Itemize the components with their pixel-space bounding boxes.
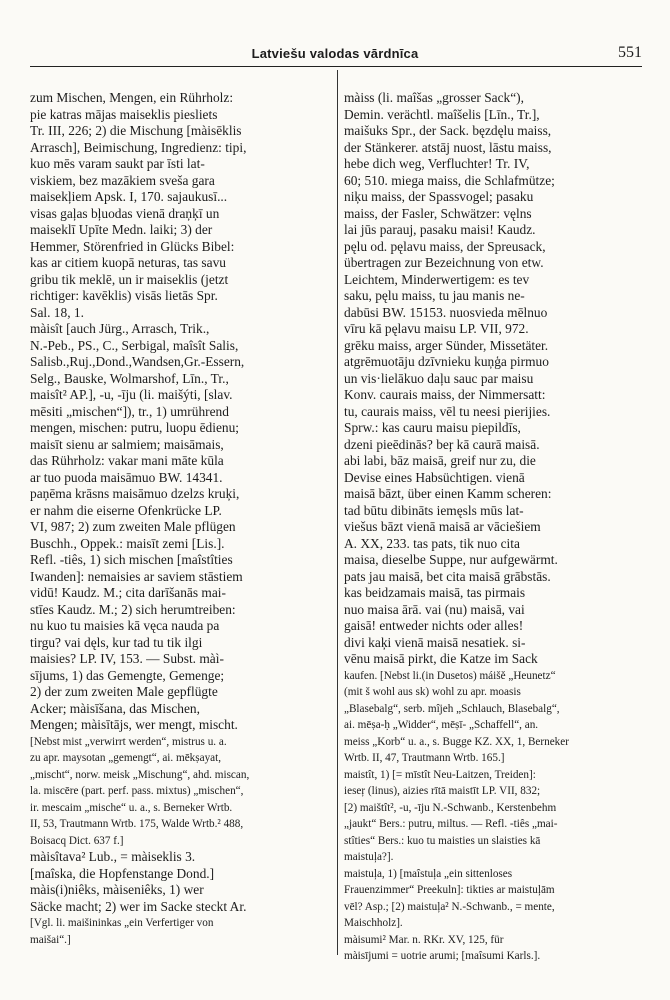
left-column — [30, 90, 330, 948]
text-line: Konv. caurais maiss, der Nimmersatt: — [344, 387, 546, 402]
text-line: mengen, mischen: putru, luopu ēdienu; — [30, 420, 239, 435]
text-line: Sal. 18, 1. — [30, 304, 84, 320]
text-line: abi labi, bāz maisā, greif nur zu, die — [344, 453, 536, 468]
text-line: Sprw.: kas cauru maisu piepildīs, — [344, 420, 521, 435]
text-line: vēl? Asp.; [2) maistuļa² N.-Schwanb., = mente, — [344, 900, 555, 913]
text-line: das Rührholz: vakar mani māte kūla — [30, 453, 224, 468]
text-line: „mischt“, norw. meisk „Mischung“, ahd. miscan, — [30, 768, 250, 781]
text-line: zu apr. maysotan „gemengt“, ai. mēkṣayat, — [30, 752, 222, 764]
text-line: [2) maištît², -u, -īju N.-Schwanb., Kerstenbehm — [344, 801, 557, 814]
text-line: dzeni pieēdinās? beŗ kā caurā maisā. — [344, 436, 540, 452]
text-line: nuo maisa ārā. vai (nu) maisā, vai — [344, 601, 525, 617]
text-line: Salisb.,Ruj.,Dond.,Wandsen,Gr.-Essern, — [30, 354, 245, 369]
text-line: màisît [auch Jürg., Arrasch, Trik., — [30, 321, 210, 336]
text-line: maisa, dieselbe Suppe, nur aufgewärmt. — [344, 552, 558, 567]
text-line: Boisacq Dict. 637 f.] — [30, 834, 124, 847]
text-line: ar tuo puoda maisāmuo BW. 14341. — [30, 469, 223, 485]
text-line: kuo mēs varam saukt par īsti lat- — [30, 156, 205, 171]
text-line: kaufen. [Nebst li.(in Dusetos) máišě „Heunetz“ — [344, 669, 556, 682]
text-line: vēnu maisā pirkt, die Katze im Sack — [344, 651, 538, 666]
text-line: meiss „Korb“ u. a., s. Bugge KZ. XX, 1, Berneker — [344, 735, 569, 748]
text-line: N.-Peb., PS., C., Serbigal, maîsît Salis, — [30, 337, 239, 353]
text-line: „Blasebalg“, serb. mîjeh „Schlauch, Blasebalg“, — [344, 702, 560, 715]
text-line: mēsiti „mischen“]), tr., 1) umrührend — [30, 403, 229, 419]
text-line: VI, 987; 2) zum zweiten Male pflügen — [30, 519, 236, 534]
text-line: Wrtb. II, 47, Trautmann Wrtb. 165.] — [344, 752, 505, 764]
text-line: màisumi² Mar. n. RKr. XV, 125, für — [344, 933, 504, 946]
text-line: atgrēmuotāju dzīvnieku kuņģa pirmuo — [344, 354, 549, 369]
text-line: vīru kā pęlavu maisu LP. VII, 972. — [344, 321, 529, 336]
text-line: Buschh., Oppek.: maisīt zemi [Lis.]. — [30, 535, 225, 551]
text-line: maisies? LP. IV, 153. — Subst. màì- — [30, 651, 224, 666]
text-line: Iwanden]: nemaisies ar saviem stāstiem — [30, 568, 243, 584]
text-line: nu kuo tu maisies kā vęca nauda pa — [30, 618, 220, 633]
text-line: gribu tik meklē, un ir maiseklis (jetzt — [30, 271, 229, 287]
text-line: Acker; màisīšana, das Mischen, — [30, 700, 200, 716]
page-number: 551 — [618, 44, 642, 61]
text-line: maišuks Spr., der Sack. bęzdęlu maiss, — [344, 123, 552, 138]
text-line: Säcke macht; 2) wer im Sacke steckt Ar. — [30, 898, 247, 914]
text-line: übertragen zur Bezeichnung von etw. — [344, 255, 544, 270]
text-line: Refl. -tiês, 1) sich mischen [maîstîties — [30, 552, 233, 567]
text-line: ai. mēṣa-ḥ „Widder“, mēṣī- „Schaffell“, an. — [344, 719, 539, 731]
text-line: kas ar citiem kuopā neturas, tas savu — [30, 255, 226, 270]
text-line: ir. mescaim „mische“ u. a., s. Berneker Wrtb. — [30, 801, 233, 814]
text-line: Tr. III, 226; 2) die Mischung [màisēklis — [30, 123, 242, 138]
page-title: Latviešu valodas vārdnīca — [251, 46, 419, 61]
text-line: maistuļa?]. — [344, 851, 394, 863]
text-line: sījums, 1) das Gemengte, Gemenge; — [30, 667, 225, 683]
text-line: pie katras mājas maiseklis piesliets — [30, 106, 218, 122]
text-line: un vis·lielākuo daļu sauc par maisu — [344, 370, 534, 386]
text-line: paņēma krāsns maisāmuo dzelzs kruķi, — [30, 486, 240, 501]
page-header — [0, 44, 670, 66]
text-line: A. XX, 233. tas pats, tik nuo cita — [344, 535, 520, 551]
text-line: zum Mischen, Mengen, ein Rührholz: — [30, 90, 234, 105]
text-line: maišai“.] — [30, 933, 71, 946]
text-line: hebe dich weg, Verfluchter! Tr. IV, — [344, 156, 530, 171]
text-line: tu, caurais maiss, vēl tu neesi pierijies. — [344, 403, 551, 419]
text-line: „jaukt“ Bers.: putru, miltus. — Refl. -tiês „mai- — [344, 818, 558, 830]
text-line: [Vgl. li. maišininkas „ein Verfertiger von — [30, 917, 214, 929]
text-line: Selg., Bauske, Wolmarshof, Līn., Tr., — [30, 370, 229, 386]
text-line: maiseklī Upīte Medn. laiki; 3) der — [30, 222, 213, 237]
right-column — [344, 90, 644, 965]
text-line: Leichtem, Minderwertigem: es tev — [344, 271, 530, 287]
text-line: viešus bāzt vienā maisā ar vāciešiem — [344, 519, 541, 534]
text-line: la. miscēre (part. perf. pass. mixtus) „mischen“, — [30, 785, 244, 797]
text-line: Devise eines Habsüchtigen. vienā — [344, 469, 525, 485]
text-line: ieseŗ (linus), aizies rītā maistīt LP. VII, 832; — [344, 785, 541, 797]
text-line: maisekļiem Apsk. I, 170. sajaukusī... — [30, 189, 228, 204]
text-line: tirgu? vai dęls, kur tad tu tik ilgi — [30, 634, 203, 650]
text-line: lai jūs parauj, pasaku maisi! Kaudz. — [344, 222, 536, 237]
header-rule — [30, 66, 642, 67]
text-line: saku, pęlu maiss, tu jau manis ne- — [344, 288, 525, 303]
text-line: pęlu od. pęlavu maiss, der Spreusack, — [344, 238, 546, 254]
text-line: pats jau maisā, bet cita maisā grābstās. — [344, 568, 551, 584]
text-line: der Stänkerer. atstāj nuost, lāstu maiss, — [344, 139, 552, 155]
text-line: vidū! Kaudz. M.; cita darīšanās mai- — [30, 585, 226, 600]
text-line: 2) der zum zweiten Male gepflügte — [30, 684, 218, 699]
text-line: visas gaļas bļuodas vienā draņķī un — [30, 205, 220, 221]
text-line: stīes Kaudz. M.; 2) sich herumtreiben: — [30, 601, 236, 617]
text-line: màisîtava² Lub., = màiseklis 3. — [30, 849, 196, 864]
text-line: II, 53, Trautmann Wrtb. 175, Walde Wrtb.² 488, — [30, 818, 244, 830]
text-line: [Nebst mist „verwirrt werden“, mistrus u. a. — [30, 735, 227, 748]
text-line: màis(i)niêks, màiseniêks, 1) wer — [30, 882, 204, 897]
text-line: kas beidzamais maisā, tas pirmais — [344, 585, 526, 600]
text-line: Hemmer, Störenfried in Glücks Bibel: — [30, 238, 235, 254]
text-line: dabūsi BW. 15153. nuosvieda mēlnuo — [344, 304, 548, 320]
text-line: 60; 510. miega maiss, die Schlafmütze; — [344, 172, 555, 188]
text-line: Maischholz]. — [344, 917, 403, 929]
text-line: (mit š wohl aus sk) wohl zu apr. moasis — [344, 686, 521, 698]
text-line: maistuļa, 1) [maîstuļa „ein sittenloses — [344, 867, 513, 880]
text-line: niķu maiss, der Spassvogel; pasaku — [344, 189, 534, 204]
text-line: gaisā! entweder nichts oder alles! — [344, 618, 524, 633]
text-line: grēku maiss, arger Sünder, Missetäter. — [344, 337, 549, 353]
text-line: Arrasch], Beimischung, Ingredienz: tipi, — [30, 139, 247, 155]
text-line: stîties“ Bers.: kuo tu maisties un slaisties kā — [344, 834, 541, 847]
text-line: Frauenzimmer“ Preekuln]: tikties ar maistuļām — [344, 884, 555, 896]
text-line: richtiger: kavēklis) visās lietās Spr. — [30, 288, 218, 303]
text-line: maistît, 1) [= mīstît Neu-Laitzen, Treiden]: — [344, 768, 536, 781]
column-divider — [337, 70, 338, 955]
text-line: màiss (li. maîšas „grosser Sack“), — [344, 90, 524, 105]
text-line: er nahm die eiserne Ofenkrücke LP. — [30, 502, 222, 518]
text-line: divi kaķi vienā maisā nesatiek. si- — [344, 634, 526, 650]
text-line: maisīt sienu ar salmiem; maisāmais, — [30, 436, 224, 452]
text-line: viskiem, bez mazākiem sveša gara — [30, 172, 215, 188]
text-line: maisā bāzt, über einen Kamm scheren: — [344, 486, 552, 501]
text-line: maisît² AP.], -u, -īju (li. maišýti, [slav. — [30, 387, 233, 402]
text-line: [maîska, die Hopfenstange Dond.] — [30, 865, 215, 881]
text-line: Mengen; màisītājs, wer mengt, mischt. — [30, 717, 238, 732]
text-line: Demin. verächtl. maîšelis [Līn., Tr.], — [344, 106, 540, 122]
text-line: maiss, der Fasler, Schwätzer: vęlns — [344, 205, 532, 221]
text-line: màisījumi = uotrie arumi; [maîsumi Karls.]. — [344, 950, 541, 962]
text-line: tad būtu dibināts iemęsls mūs lat- — [344, 502, 524, 518]
